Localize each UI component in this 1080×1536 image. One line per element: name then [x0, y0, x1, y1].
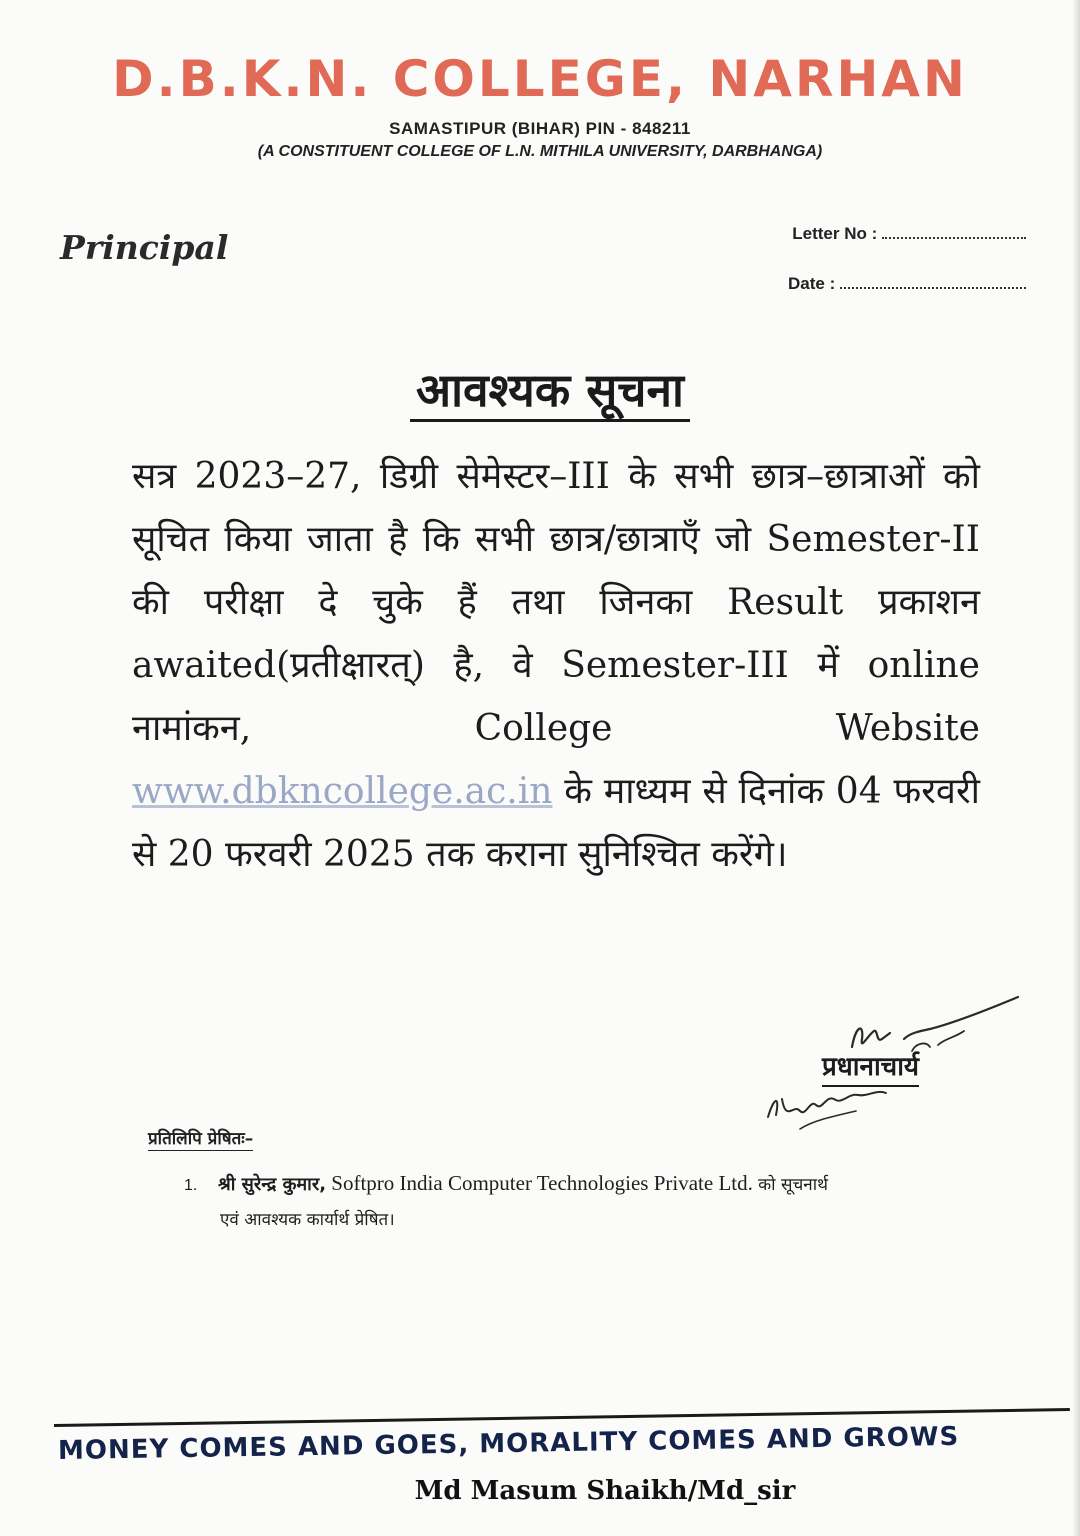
watermark-credit: Md Masum Shaikh/Md_sir: [414, 1476, 796, 1506]
principal-label: Principal: [60, 228, 229, 267]
principal-designation: प्रधानाचार्य: [822, 1047, 919, 1087]
college-affiliation: (A CONSTITUENT COLLEGE OF L.N. MITHILA UNIVERSITY, DARBHANGA): [257, 143, 823, 160]
notice-title-text: आवश्यक सूचना: [410, 363, 690, 422]
copy-to-heading: प्रतिलिपि प्रेषितः–: [148, 1126, 253, 1151]
college-motto: MONEY COMES AND GOES, MORALITY COMES AND GROWS: [57, 1421, 960, 1466]
date-blank: [840, 286, 1026, 289]
principal-signature-block: [760, 995, 1030, 1140]
college-website-link[interactable]: www.dbkncollege.ac.in: [132, 771, 553, 812]
copy-to-item-line1: [184, 1166, 1004, 1203]
copy-to-item-number: 1.: [184, 1177, 198, 1194]
letter-no-blank: [882, 236, 1026, 239]
copy-to-item-company: Softpro India Computer Technologies Private Ltd.: [331, 1171, 753, 1195]
notice-body-text-end: के माध्यम से दिनांक 04 फरवरी से 20 फरवरी 2025 तक कराना सुनिश्चित करेंगे।: [132, 771, 980, 875]
college-address: SAMASTIPUR (BIHAR) PIN - 848211: [389, 119, 691, 138]
copy-to-item: [184, 1166, 1004, 1237]
college-name: D.B.K.N. COLLEGE, NARHAN: [112, 50, 968, 108]
date-label: Date :: [788, 274, 836, 293]
letter-no-label: Letter No :: [792, 224, 878, 243]
notice-body: [132, 445, 980, 886]
notice-body-text: सत्र 2023–27, डिग्री सेमेस्टर–III के सभी छात्र–छात्राओं को सूचित किया जाता है कि सभी छात्र/छात्राएँ जो Semester-II की परीक्षा दे चुके हैं तथा जिनका Result प्रकाशन awaited(प्रतीक्षारत्) है, वे Semester-III में online नामांकन, College Website: [132, 456, 980, 749]
copy-to-item-line2: एवं आवश्यक कार्यार्थ प्रेषित।: [220, 1210, 395, 1230]
copy-to-item-name: श्री सुरेन्द्र कुमार,: [218, 1174, 327, 1195]
letter-no-field: [792, 224, 1026, 244]
notice-title: [0, 358, 1080, 420]
date-field: [788, 274, 1026, 294]
copy-to-item-suffix: को सूचनार्थ: [758, 1175, 828, 1195]
